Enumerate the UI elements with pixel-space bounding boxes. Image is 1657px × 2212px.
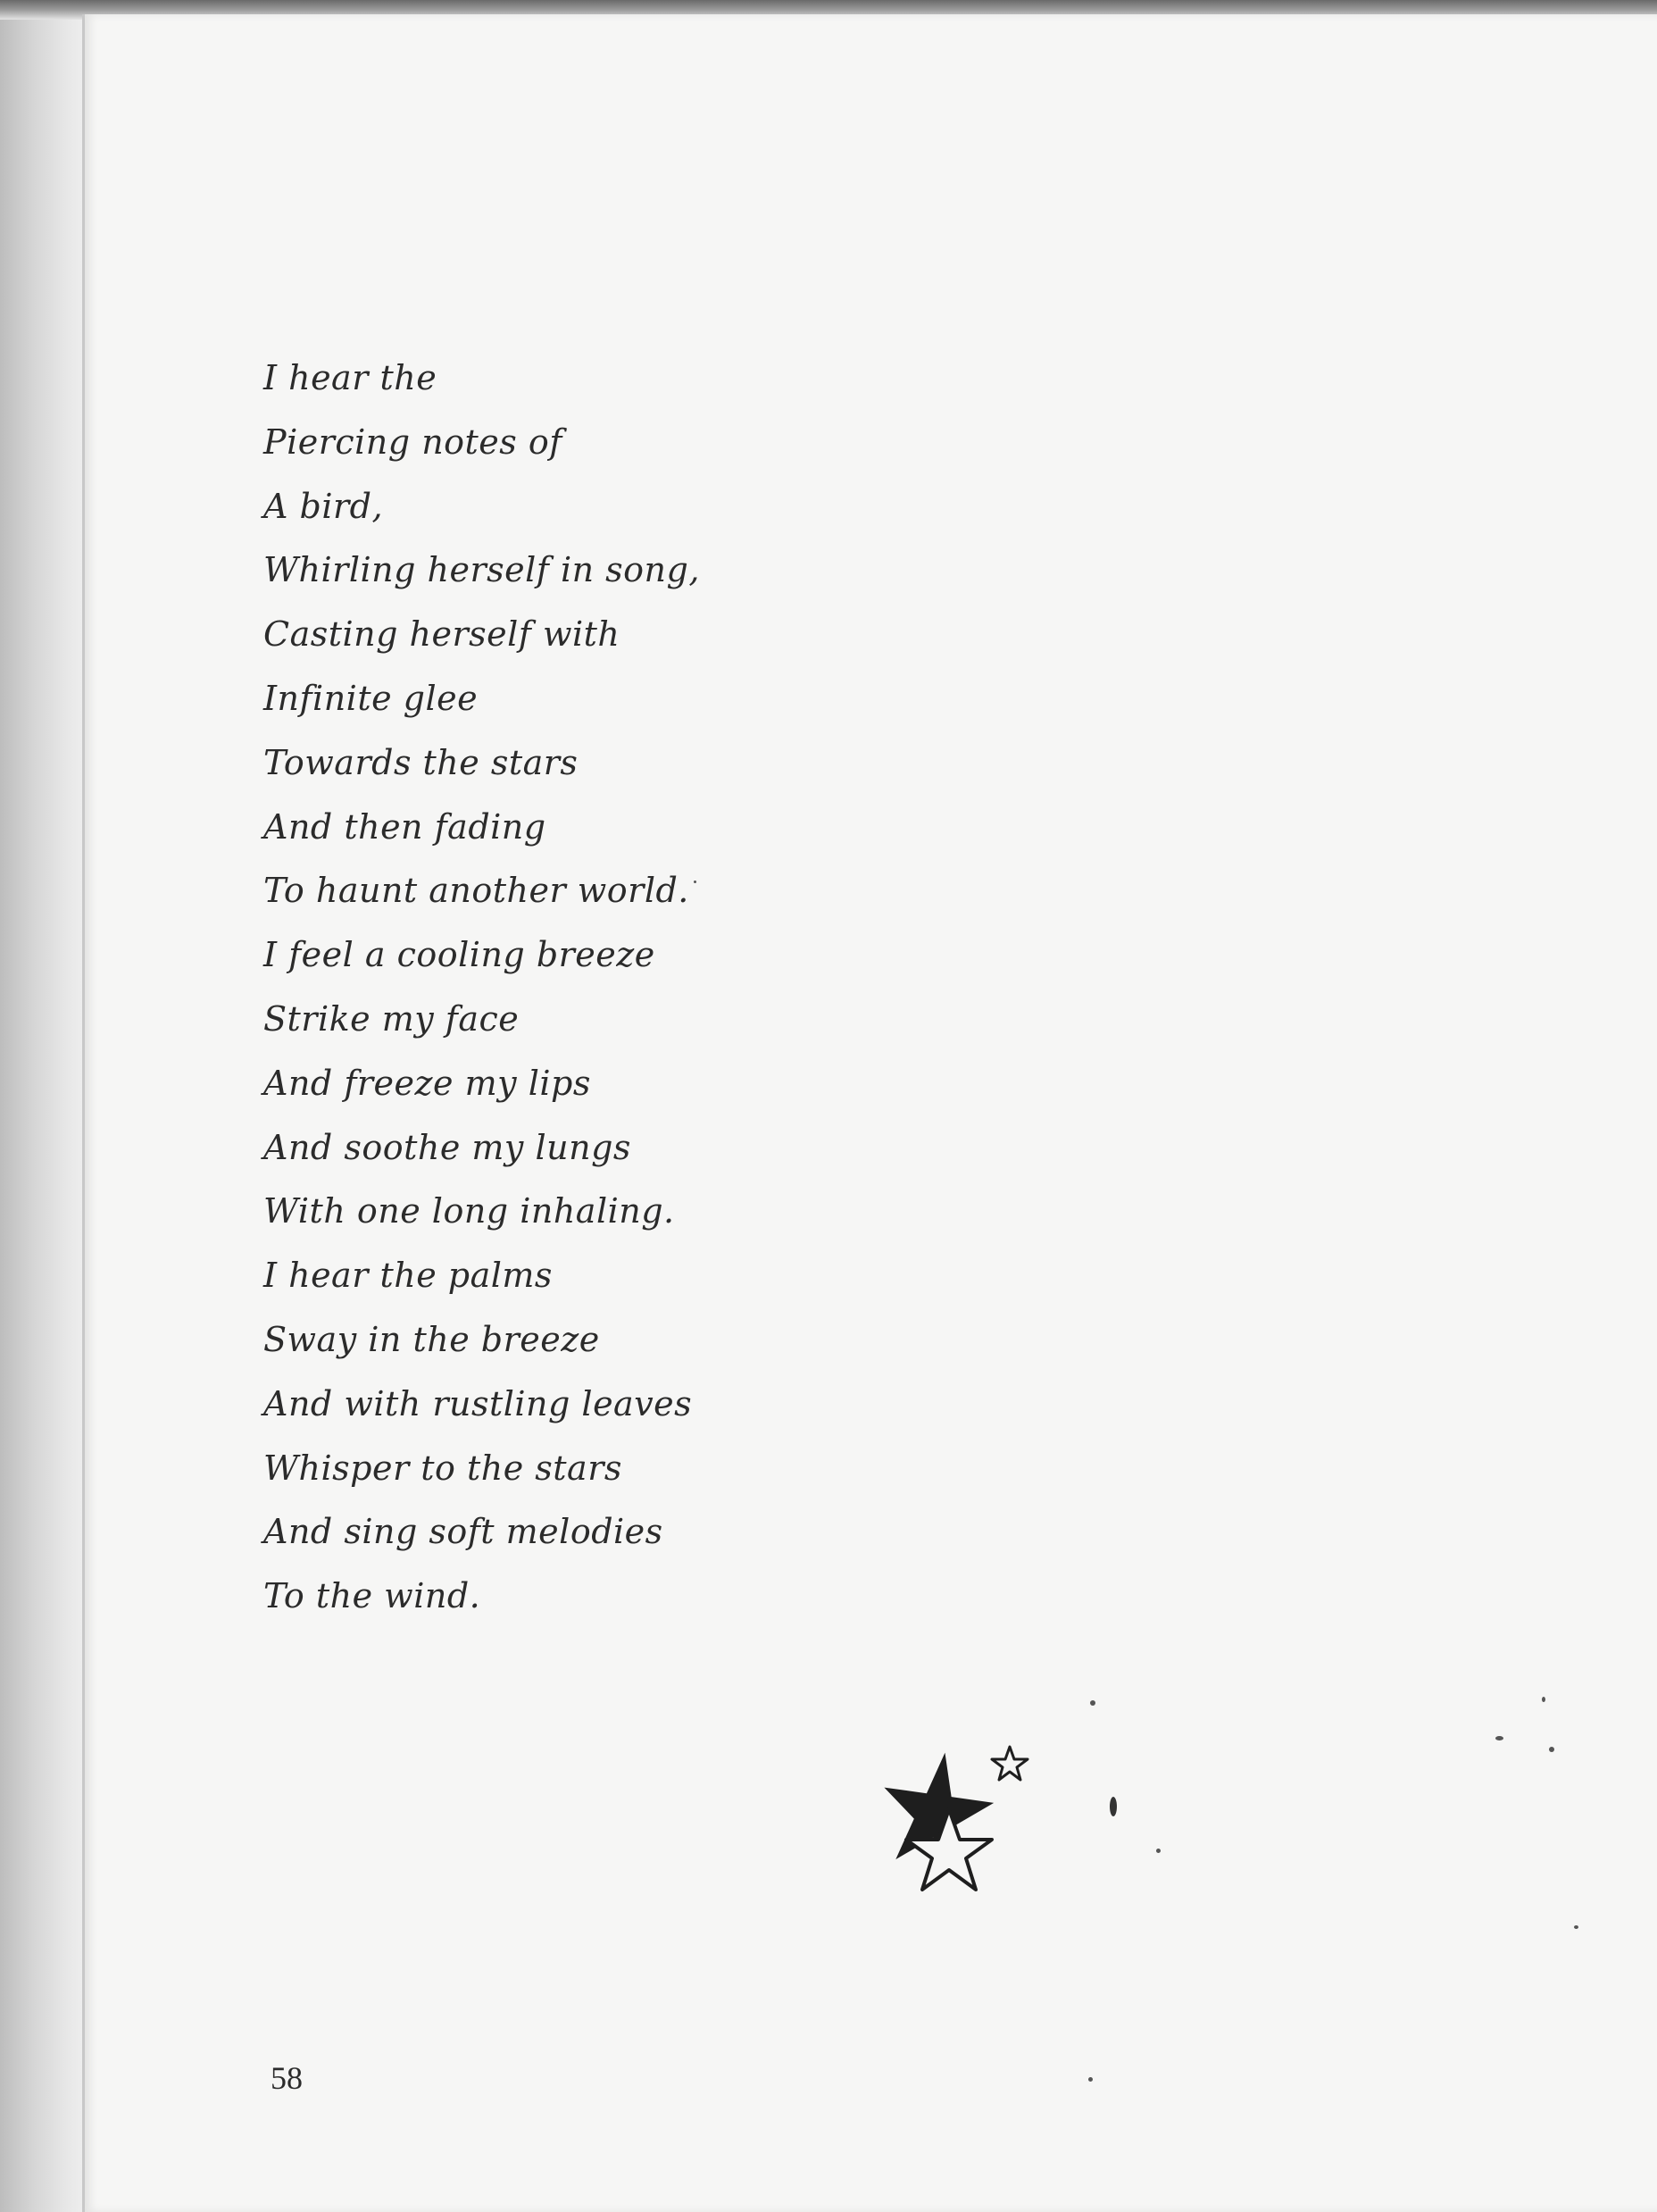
dust-speck [1156, 1849, 1161, 1853]
poem [263, 346, 700, 1629]
three-stars-icon [860, 1745, 1092, 1924]
poem-line: Whirling herself in song, [263, 550, 700, 590]
poem-line: Casting herself with [263, 614, 620, 655]
poem-line: And freeze my lips [263, 1063, 591, 1103]
poem-line: Towards the stars [263, 742, 579, 782]
poem-line: And sing soft melodies [263, 1512, 663, 1552]
dust-speck [1495, 1736, 1503, 1740]
dust-speck [1110, 1797, 1117, 1816]
dust-speck [694, 881, 696, 883]
book-page [82, 14, 1657, 2212]
poem-line: To the wind. [263, 1576, 481, 1616]
poem-line: I hear the [263, 358, 437, 397]
poem-line: A bird, [263, 486, 384, 526]
poem-line: To haunt another world. [263, 871, 689, 911]
dust-speck [1549, 1747, 1554, 1752]
dust-speck [1090, 1700, 1095, 1706]
poem-line: Strike my face [263, 998, 520, 1039]
dust-speck [1088, 2077, 1093, 2082]
dust-speck [1574, 1925, 1578, 1929]
poem-line: Piercing notes of [263, 422, 562, 462]
poem-line: And with rustling leaves [263, 1383, 693, 1423]
small-white-star [992, 1747, 1028, 1780]
dust-speck [1542, 1697, 1545, 1702]
poem-line: Infinite glee [263, 678, 479, 718]
poem-line: Whisper to the stars [263, 1448, 622, 1488]
page-number: 58 [271, 2060, 303, 2096]
poem-line: And soothe my lungs [263, 1127, 631, 1167]
poem-line: I feel a cooling breeze [263, 935, 655, 975]
poem-line: I hear the palms [263, 1256, 553, 1296]
poem-line: With one long inhaling. [263, 1191, 675, 1231]
poem-line: And then fading [263, 806, 546, 847]
poem-line: Sway in the breeze [263, 1319, 600, 1359]
